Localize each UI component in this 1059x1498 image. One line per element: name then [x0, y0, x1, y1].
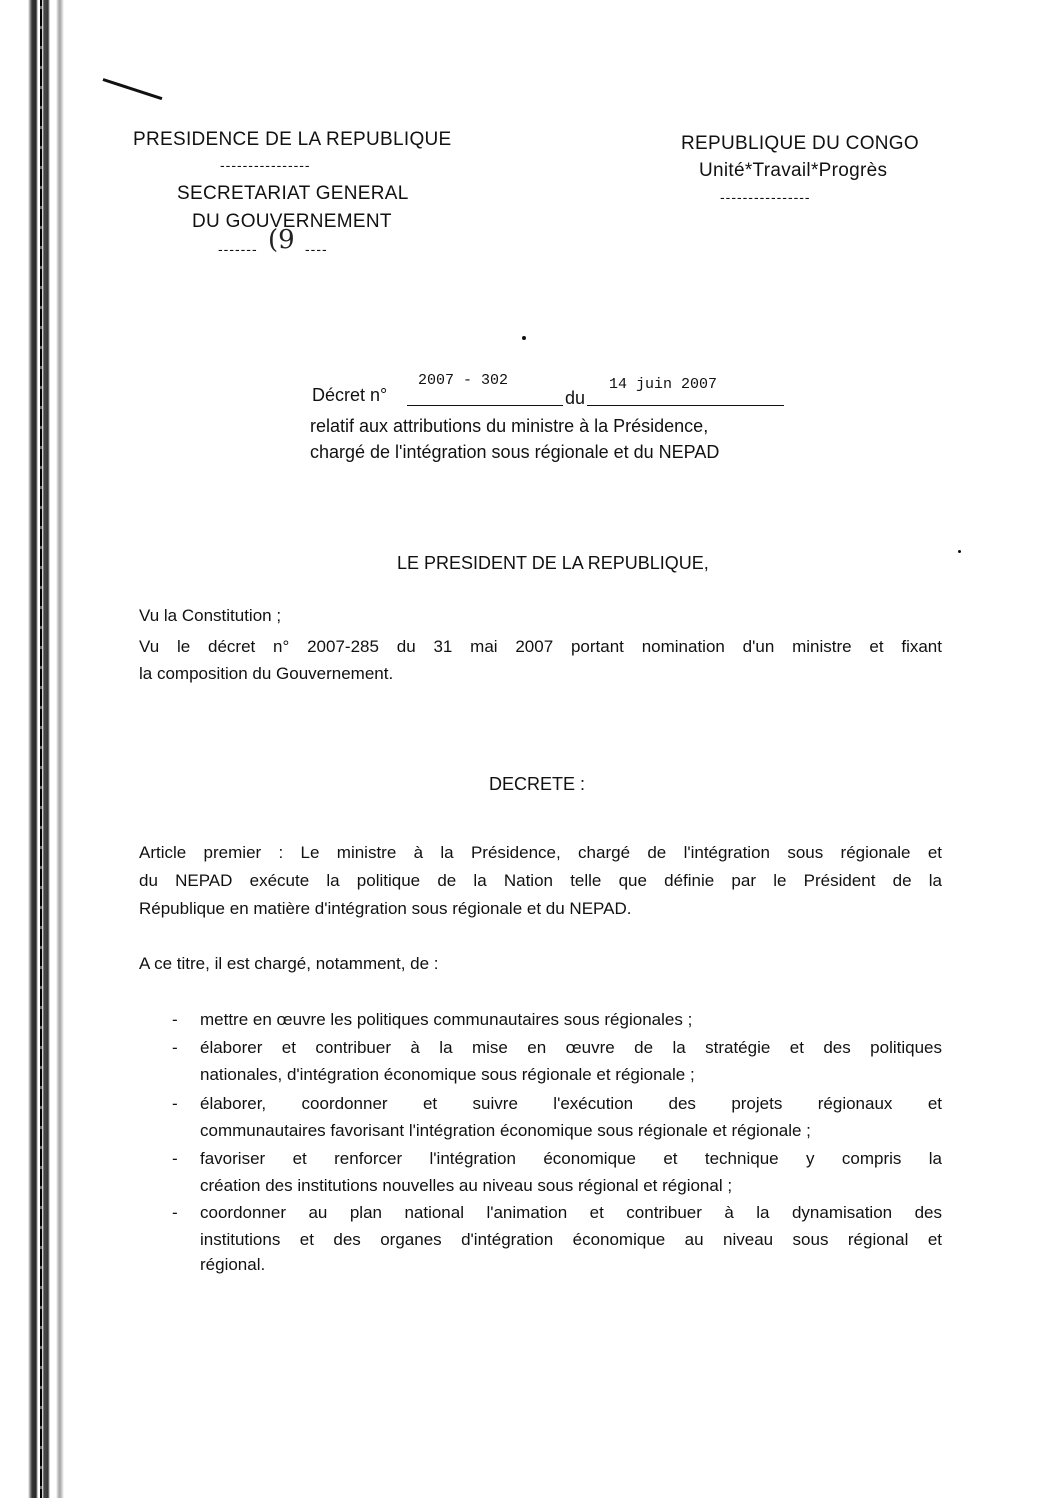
decree-number: 2007 - 302 — [418, 372, 509, 389]
visa-decret-line2: la composition du Gouvernement. — [139, 664, 394, 683]
bullet-marker: - — [172, 1203, 178, 1222]
scan-edge-line — [40, 0, 42, 1498]
bullet-4-line1: favoriser et renforcer l'intégration économique et technique y compris la — [200, 1149, 942, 1168]
bullet-marker: - — [172, 1149, 178, 1168]
decree-subject-line2: chargé de l'intégration sous régionale et du NEPAD — [310, 442, 720, 462]
article-intro: A ce titre, il est chargé, notamment, de : — [139, 954, 439, 973]
bullet-2-line2: nationales, d'intégration économique sous régionale et régionale ; — [200, 1065, 695, 1084]
header-secretariat: SECRETARIAT GENERAL — [177, 183, 409, 204]
decree-date-line — [587, 405, 784, 406]
header-presidence: PRESIDENCE DE LA REPUBLIQUE — [133, 129, 452, 150]
bullet-marker: - — [172, 1010, 178, 1029]
handwritten-mark: (9 — [268, 225, 295, 255]
pen-stroke-mark — [103, 78, 163, 100]
header-gouvernement: DU GOUVERNEMENT — [192, 211, 392, 232]
bullet-5-line1: coordonner au plan national l'animation et contribuer à la dynamisation des — [200, 1203, 942, 1222]
bullet-4-line2: création des institutions nouvelles au niveau sous régional et régional ; — [200, 1176, 733, 1195]
header-separator-3: ---- — [305, 241, 328, 257]
decree-date: 14 juin 2007 — [609, 376, 718, 393]
visa-decret-line1: Vu le décret n° 2007-285 du 31 mai 2007 portant nomination d'un ministre et fixant — [139, 637, 942, 656]
header-separator-2: ------- — [218, 241, 258, 257]
article-line1: Article premier : Le ministre à la Présidence, chargé de l'intégration sous régionale et — [139, 843, 942, 862]
scan-edge — [28, 0, 68, 1498]
bullet-3-line1: élaborer, coordonner et suivre l'exécution des projets régionaux et — [200, 1094, 942, 1113]
header-right-separator: ---------------- — [720, 189, 811, 205]
bullet-1-line1: mettre en œuvre les politiques communautaires sous régionales ; — [200, 1010, 693, 1029]
bullet-5-line3: régional. — [200, 1255, 266, 1274]
decree-number-line — [407, 405, 563, 406]
bullet-2-line1: élaborer et contribuer à la mise en œuvre de la stratégie et des politiques — [200, 1038, 942, 1057]
president-heading: LE PRESIDENT DE LA REPUBLIQUE, — [397, 553, 709, 573]
scan-dot — [522, 336, 526, 340]
decree-du: du — [565, 388, 586, 408]
decree-subject-line1: relatif aux attributions du ministre à la Présidence, — [310, 416, 709, 436]
scan-dot-2 — [958, 550, 961, 553]
bullet-5-line2: institutions et des organes d'intégration économique au niveau sous régional et — [200, 1230, 942, 1249]
article-line2: du NEPAD exécute la politique de la Nation telle que définie par le Président de la — [139, 871, 942, 890]
decrete-heading: DECRETE : — [489, 774, 586, 794]
visa-constitution: Vu la Constitution ; — [139, 606, 282, 625]
article-line3: République en matière d'intégration sous régionale et du NEPAD. — [139, 899, 632, 918]
bullet-marker: - — [172, 1094, 178, 1113]
header-devise: Unité*Travail*Progrès — [699, 160, 888, 181]
bullet-3-line2: communautaires favorisant l'intégration économique sous régionale et régionale ; — [200, 1121, 811, 1140]
header-separator: ---------------- — [220, 157, 311, 173]
header-republique-congo: REPUBLIQUE DU CONGO — [681, 133, 919, 154]
bullet-marker: - — [172, 1038, 178, 1057]
decree-prefix: Décret n° — [312, 385, 388, 405]
